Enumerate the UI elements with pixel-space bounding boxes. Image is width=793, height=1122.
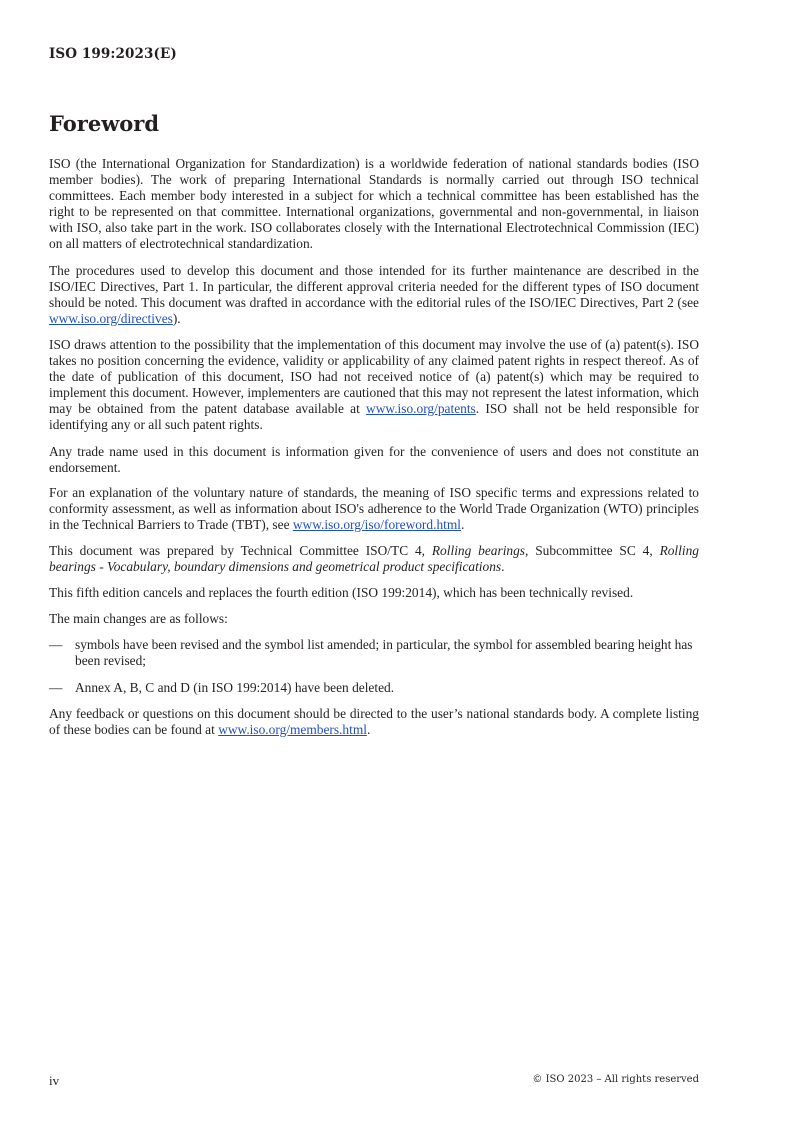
document-identifier: ISO 199:2023(E) bbox=[49, 46, 177, 62]
list-item bbox=[49, 680, 699, 696]
dash-bullet: — bbox=[49, 679, 63, 695]
paragraph-patents bbox=[49, 337, 699, 434]
paragraph-text: . bbox=[461, 516, 465, 532]
members-link[interactable]: www.iso.org/members.html bbox=[218, 721, 367, 737]
paragraph-text: . bbox=[366, 721, 371, 737]
committee-title: Rolling bearings bbox=[431, 542, 526, 558]
paragraph-text: ). bbox=[172, 310, 181, 326]
list-item-text: symbols have been revised and the symbol list amended; in particular, the symbol for assembled bearing height has been revised; bbox=[75, 637, 693, 669]
paragraph-iso-intro: ISO (the International Organization for Standardization) is a worldwide federation of national standards bodies (ISO member bodies). The work of preparing International Standards is normally carried out through ISO technical committees. Each member body interested in a subject for which a technical committee has been established has the right to be represented on that committee. International organizations, governmental and non-governmental, in liaison with ISO, also take part in the work. ISO collaborates closely with the International Electrotechnical Commission (IEC) on all matters of electrotechnical standardization. bbox=[49, 156, 699, 252]
foreword-link[interactable]: www.iso.org/iso/foreword.html bbox=[292, 516, 461, 532]
paragraph-trade-name: Any trade name used in this document is information given for the convenience of users and does not constitute an endorsement. bbox=[49, 443, 699, 475]
paragraph-text: Any feedback or questions on this document should be directed to the user’s national standards body. A complete listing of these bodies can be found at bbox=[49, 705, 699, 737]
foreword-body bbox=[49, 156, 699, 748]
paragraph-procedures bbox=[49, 263, 699, 327]
paragraph-text: The procedures used to develop this document and those intended for its further maintenance are described in the ISO/IEC Directives, Part 1. In particular, the different approval criteria needed for the different types of ISO document should be noted. This document was drafted in accordance with the editorial rules of the ISO/IEC Directives, Part 2 (see bbox=[49, 262, 699, 310]
paragraph-text: . ISO shall not be held responsible for identifying any or all such patent rights. bbox=[49, 401, 699, 433]
paragraph-changes-intro: The main changes are as follows: bbox=[49, 611, 228, 627]
dash-bullet: — bbox=[49, 637, 63, 653]
page-number: iv bbox=[49, 1073, 60, 1088]
paragraph-text: For an explanation of the voluntary nature of standards, the meaning of ISO specific terms and expressions related to conformity assessment, as well as information about ISO's adherence to the World Trade Organization (WTO) principles in the Technical Barriers to Trade (TBT), see bbox=[49, 484, 699, 532]
paragraph-voluntary-nature bbox=[49, 485, 699, 533]
paragraph-text: This document was prepared by Technical Committee ISO/TC 4, bbox=[49, 542, 432, 558]
patents-link[interactable]: www.iso.org/patents bbox=[366, 401, 476, 417]
list-item bbox=[49, 637, 699, 669]
paragraph-feedback bbox=[49, 706, 699, 738]
subcommittee-title: Rolling bearings - Vocabulary, boundary dimensions and geometrical product specifications bbox=[49, 542, 699, 575]
paragraph-text: , Subcommittee SC 4, bbox=[525, 542, 660, 558]
directives-link[interactable]: www.iso.org/directives bbox=[49, 310, 173, 326]
paragraph-prepared-by bbox=[49, 543, 699, 575]
list-item-text: Annex A, B, C and D (in ISO 199:2014) have been deleted. bbox=[75, 679, 395, 695]
paragraph-text: . bbox=[501, 559, 505, 575]
page-title: Foreword bbox=[49, 111, 160, 136]
copyright-notice: © ISO 2023 – All rights reserved bbox=[532, 1074, 699, 1085]
paragraph-text: ISO draws attention to the possibility that the implementation of this document may involve the use of (a) patent(s). ISO takes no position concerning the evidence, validity or applicability of any claimed patent rights in respect thereof. As of the date of publication of this document, ISO had not received notice of (a) patent(s) which may be required to implement this document. However, implementers are cautioned that this may not represent the latest information, which may be obtained from the patent database available at bbox=[49, 336, 699, 417]
paragraph-edition: This fifth edition cancels and replaces the fourth edition (ISO 199:2014), which has been technically revised. bbox=[49, 585, 634, 601]
